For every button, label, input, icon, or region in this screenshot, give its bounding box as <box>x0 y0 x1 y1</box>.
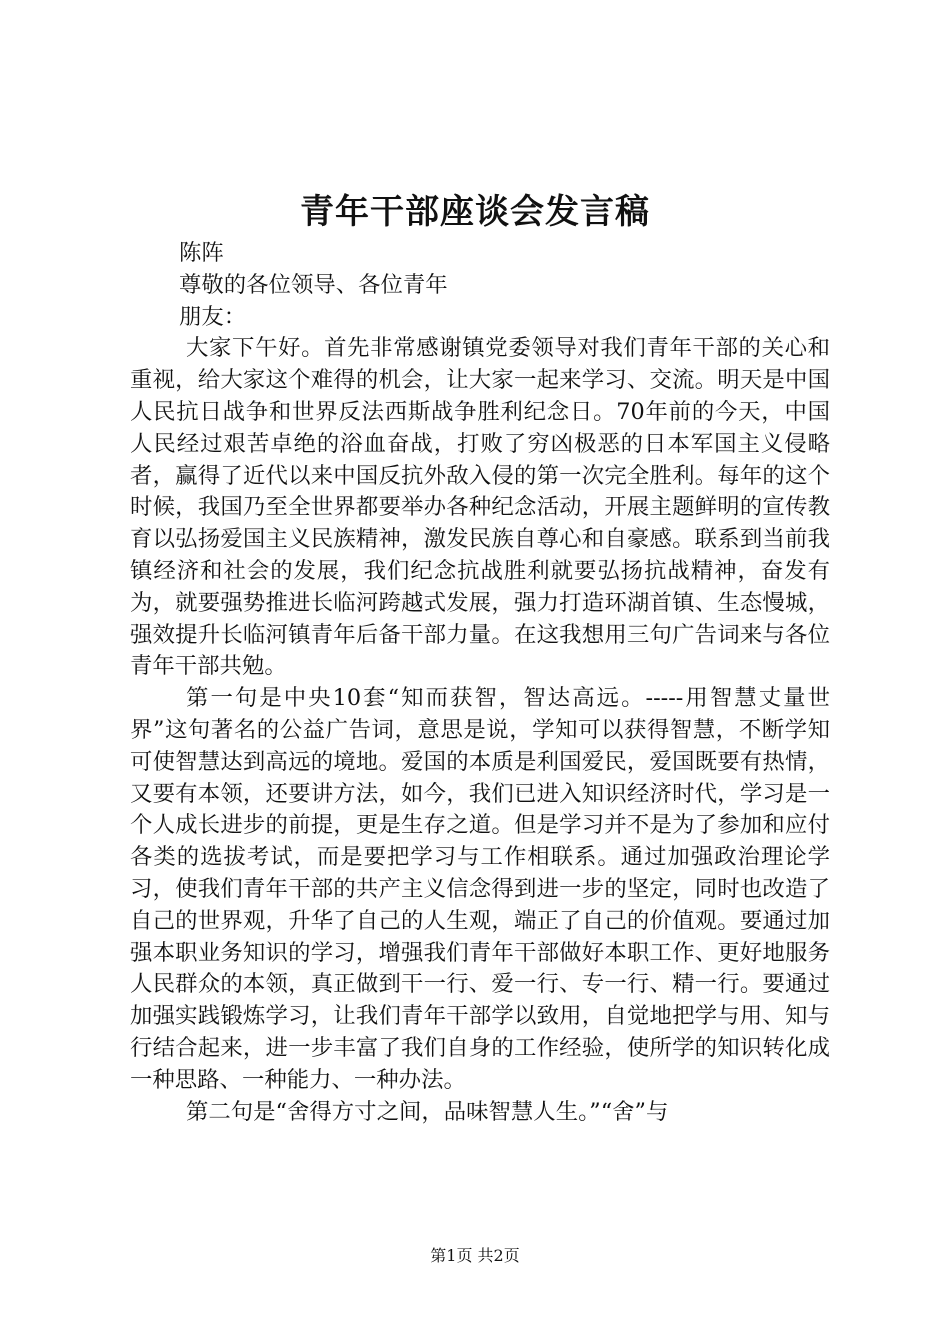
author-line: 陈阵 <box>179 240 224 266</box>
salutation-line-2: 朋友： <box>179 303 247 330</box>
salutation-line-1: 尊敬的各位领导、各位青年 <box>179 271 448 298</box>
paragraph-1: 大家下午好。首先非常感谢镇党委领导对我们青年干部的关心和重视，给大家这个难得的机会，让大家一起来学习、交流。明天是中国人民抗日战争和世界反法西斯战争胜利纪念日。70年前的今天，中国人民经过艰苦卓绝的浴血奋战，打败了穷凶极恶的日本军国主义侵略者，赢得了近代以来中国反抗外敌入侵的第一次完全胜利。每年的这个时候，我国乃至全世界都要举办各种纪念活动，开展主题鲜明的宣传教育以弘扬爱国主义民族精神，激发民族自尊心和自豪感。联系到当前我镇经济和社会的发展，我们纪念抗战胜利就要弘扬抗战精神，奋发有为，就要强势推进长临河跨越式发展，强力打造环湖首镇、生态慢城，强效提升长临河镇青年后备干部力量。在这我想用三句广告词来与各位青年干部共勉。 <box>130 335 830 680</box>
paragraph-3: 第二句是“舍得方寸之间，品味智慧人生。”“舍”与 <box>186 1098 669 1125</box>
document-body <box>130 238 830 1128</box>
document-title: 青年干部座谈会发言稿 <box>300 192 650 232</box>
page-footer: 第1页 共2页 <box>430 1246 520 1265</box>
paragraph-2: 第一句是中央10套“知而获智，智达高远。-----用智慧丈量世界”这句著名的公益广告词，意思是说，学知可以获得智慧，不断学知可使智慧达到高远的境地。爱国的本质是利国爱民，爱国既要有热情，又要有本领，还要讲方法，如今，我们已进入知识经济时代，学习是一个人成长进步的前提，更是生存之道。但是学习并不是为了参加和应付各类的选拔考试，而是要把学习与工作相联系。通过加强政治理论学习，使我们青年干部的共产主义信念得到进一步的坚定，同时也改造了自己的世界观，升华了自己的人生观，端正了自己的价值观。要通过加强本职业务知识的学习，增强我们青年干部做好本职工作、更好地服务人民群众的本领，真正做到干一行、爱一行、专一行、精一行。要通过加强实践锻炼学习，让我们青年干部学以致用，自觉地把学与用、知与行结合起来，进一步丰富了我们自身的工作经验，使所学的知识转化成一种思路、一种能力、一种办法。 <box>130 685 830 1093</box>
